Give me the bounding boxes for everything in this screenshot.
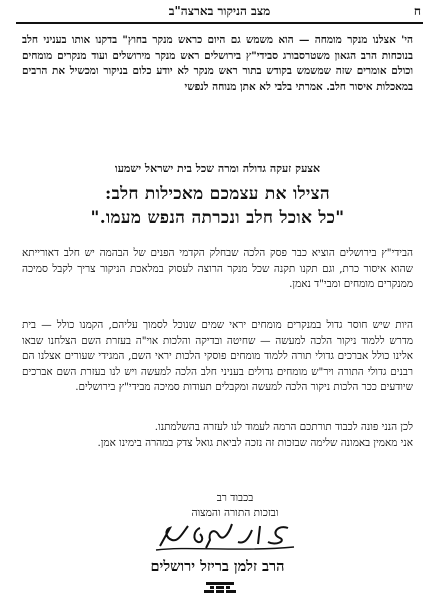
headline-line-1: הצילו את עצמכם מאכילות חלב: [105,184,330,204]
appeal-paragraph [22,420,413,451]
page-header [18,4,421,22]
ornament-icon [200,580,240,596]
kollel-paragraph: היות שיש חוסר גדול במנקרים מומחים יראי שמים שנוכל לסמוך עליהם, הקמנו כולל — בית מדרש ללמוד ניקור הלכה למעשה — שחיטה ובדיקה והלכות אוי"ה בעזרת השם הצלחנו שבאו אלינו כולל אברכים גדולי תורה ללמוד מומחים פוסקי הלכות יראי השם, המגידי שעורים אצלנו הם רבנים גדולי התורה ויר"ש מומחים גדולים בעניני חלב הלכה למעשה ויש לנו בעזרת השם אברכים שיודעים ככר הלכות ניקור הלכה למעשה ומקבלים תעודות סמיכה מבידי"ץ בירושלים. [22,319,413,394]
appeal-line-1: לכן הנני פונה לכבוד תורתכם הרמה לעמוד לנו לעזרה בהשלמתנו. [154,421,413,433]
headline-line-2: "כל אוכל חלב ונכרתה הנפש מעמו." [90,208,345,228]
subheading: אצעק זעקה גדולה ומרה שכל בית ישראל ישמעו [114,162,321,175]
intro-paragraph: הי' אצלנו מנקר מומחה — הוא משמש גם היום כראש מנקר בחוץ" בדקנו אותו בעניני חלב בנוכחות הרב הגאון משטרסבורג סבידי"ץ בירושלים ראש מנקר מירושלים ועוד מנקרים מומחים וכולם אומרים שזה שמשמש בקודש בתור ראש מנקר לא יודע כלום בניקור ומכשיל את הרבים במאכלות איסור חלב. אמרתי בלבי לא אתן מנוחה לנפשי [22,34,413,93]
page-number: ח [413,4,421,18]
ruling-paragraph: הבידי"ץ בירושלים הוציא כבר פסק הלכה שבחלק הקדמי הפנים של הבהמה יש חלב דאורייתא שהוא איסור כרת, וגם תקנו תקנה שכל מנקר הרוצה לעסוק במלאכת הניקור צריך לקבל סמיכה ממנקרים מומחים ומבי"ד נאמן. [22,247,413,291]
running-title: מצב הניקור בארצה"ב [168,4,271,18]
appeal-line-2: אני מאמין באמונה שלימה שבזכות זה נזכה לביאת גואל צדק במהרה בימינו אמן. [97,436,413,449]
header-rule [16,22,423,24]
closing-blessing: ובזכות התורה והמצוה [191,507,279,519]
handwritten-signature [148,520,298,554]
signatory-name: הרב זלמן בריזל ירושלים [150,558,285,575]
closing-regards: בכבוד רב [216,492,254,504]
